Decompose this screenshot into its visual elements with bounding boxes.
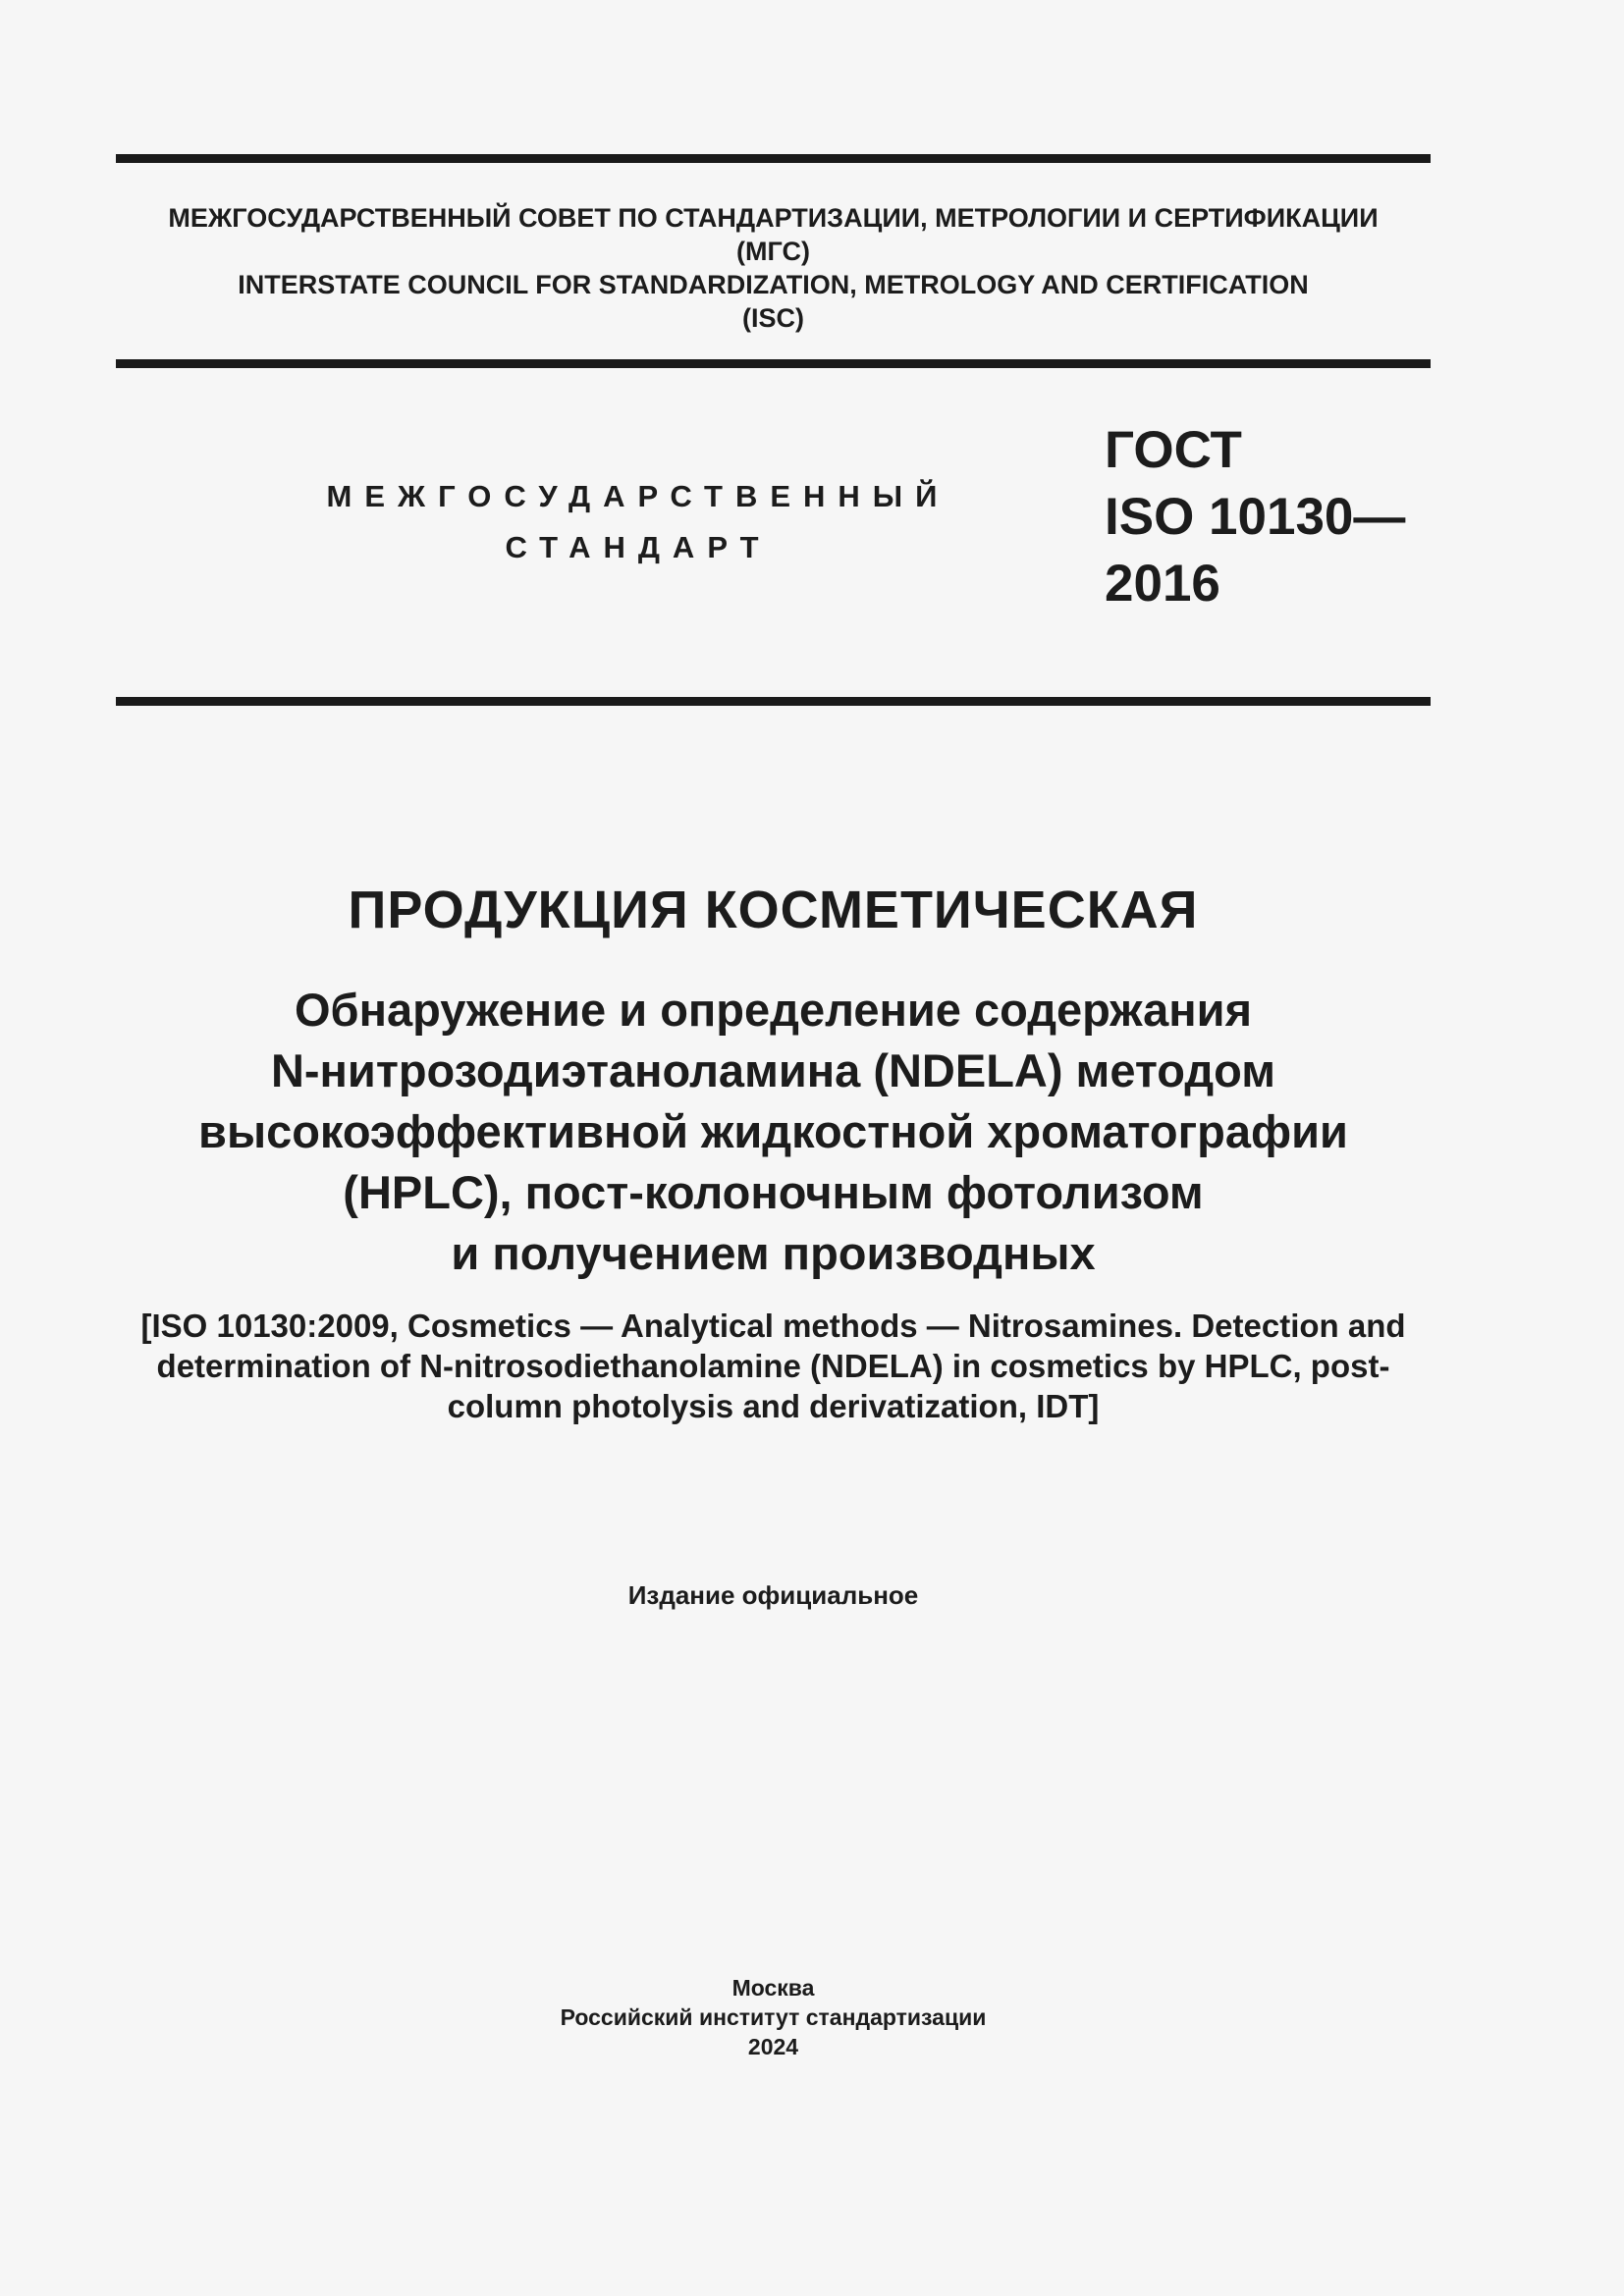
standard-type-line2: СТАНДАРТ xyxy=(505,530,772,564)
subtitle-line: Обнаружение и определение содержания xyxy=(295,984,1252,1036)
document-title: ПРОДУКЦИЯ КОСМЕТИЧЕСКАЯ xyxy=(348,881,1199,939)
subtitle-line: N-нитрозодиэтаноламина (NDELA) методом xyxy=(270,1044,1276,1096)
council-abbr-en: (ISC) xyxy=(742,303,804,333)
imprint-year: 2024 xyxy=(747,2034,799,2059)
standard-type-line1: МЕЖГОСУДАРСТВЕННЫЙ xyxy=(326,479,950,513)
standard-number-line3: 2016 xyxy=(1105,555,1220,613)
subtitle-line: и получением производных xyxy=(451,1227,1096,1279)
iso-reference xyxy=(116,1306,1431,1426)
standard-number xyxy=(1105,417,1405,617)
council-name-ru: МЕЖГОСУДАРСТВЕННЫЙ СОВЕТ ПО СТАНДАРТИЗАЦИИ, МЕТРОЛОГИИ И СЕРТИФИКАЦИИ xyxy=(168,203,1379,233)
subtitle-line: высокоэффективной жидкостной хроматографии xyxy=(198,1105,1348,1157)
council-abbr-ru: (МГС) xyxy=(736,237,810,266)
header-divider xyxy=(116,359,1431,368)
subtitle-line: (HPLC), пост-колоночным фотолизом xyxy=(343,1166,1204,1218)
document-subtitle xyxy=(116,980,1431,1284)
imprint-city: Москва xyxy=(731,1975,815,2001)
standard-type xyxy=(295,471,982,573)
council-name-en: INTERSTATE COUNCIL FOR STANDARDIZATION, METROLOGY AND CERTIFICATION xyxy=(238,270,1309,299)
standard-number-line2: ISO 10130— xyxy=(1105,488,1406,546)
standard-number-line1: ГОСТ xyxy=(1105,421,1242,479)
imprint xyxy=(116,1973,1431,2061)
imprint-publisher: Российский институт стандартизации xyxy=(560,2004,987,2030)
council-header xyxy=(116,201,1431,335)
top-divider xyxy=(116,154,1431,163)
title-divider xyxy=(116,697,1431,706)
iso-reference-line: determination of N-nitrosodiethanolamine (NDELA) in cosmetics by HPLC, post- xyxy=(156,1348,1390,1384)
iso-reference-line: column photolysis and derivatization, IDT] xyxy=(447,1388,1100,1424)
edition-note: Издание официальное xyxy=(627,1580,919,1610)
iso-reference-line: [ISO 10130:2009, Cosmetics — Analytical methods — Nitrosamines. Detection and xyxy=(140,1308,1406,1344)
